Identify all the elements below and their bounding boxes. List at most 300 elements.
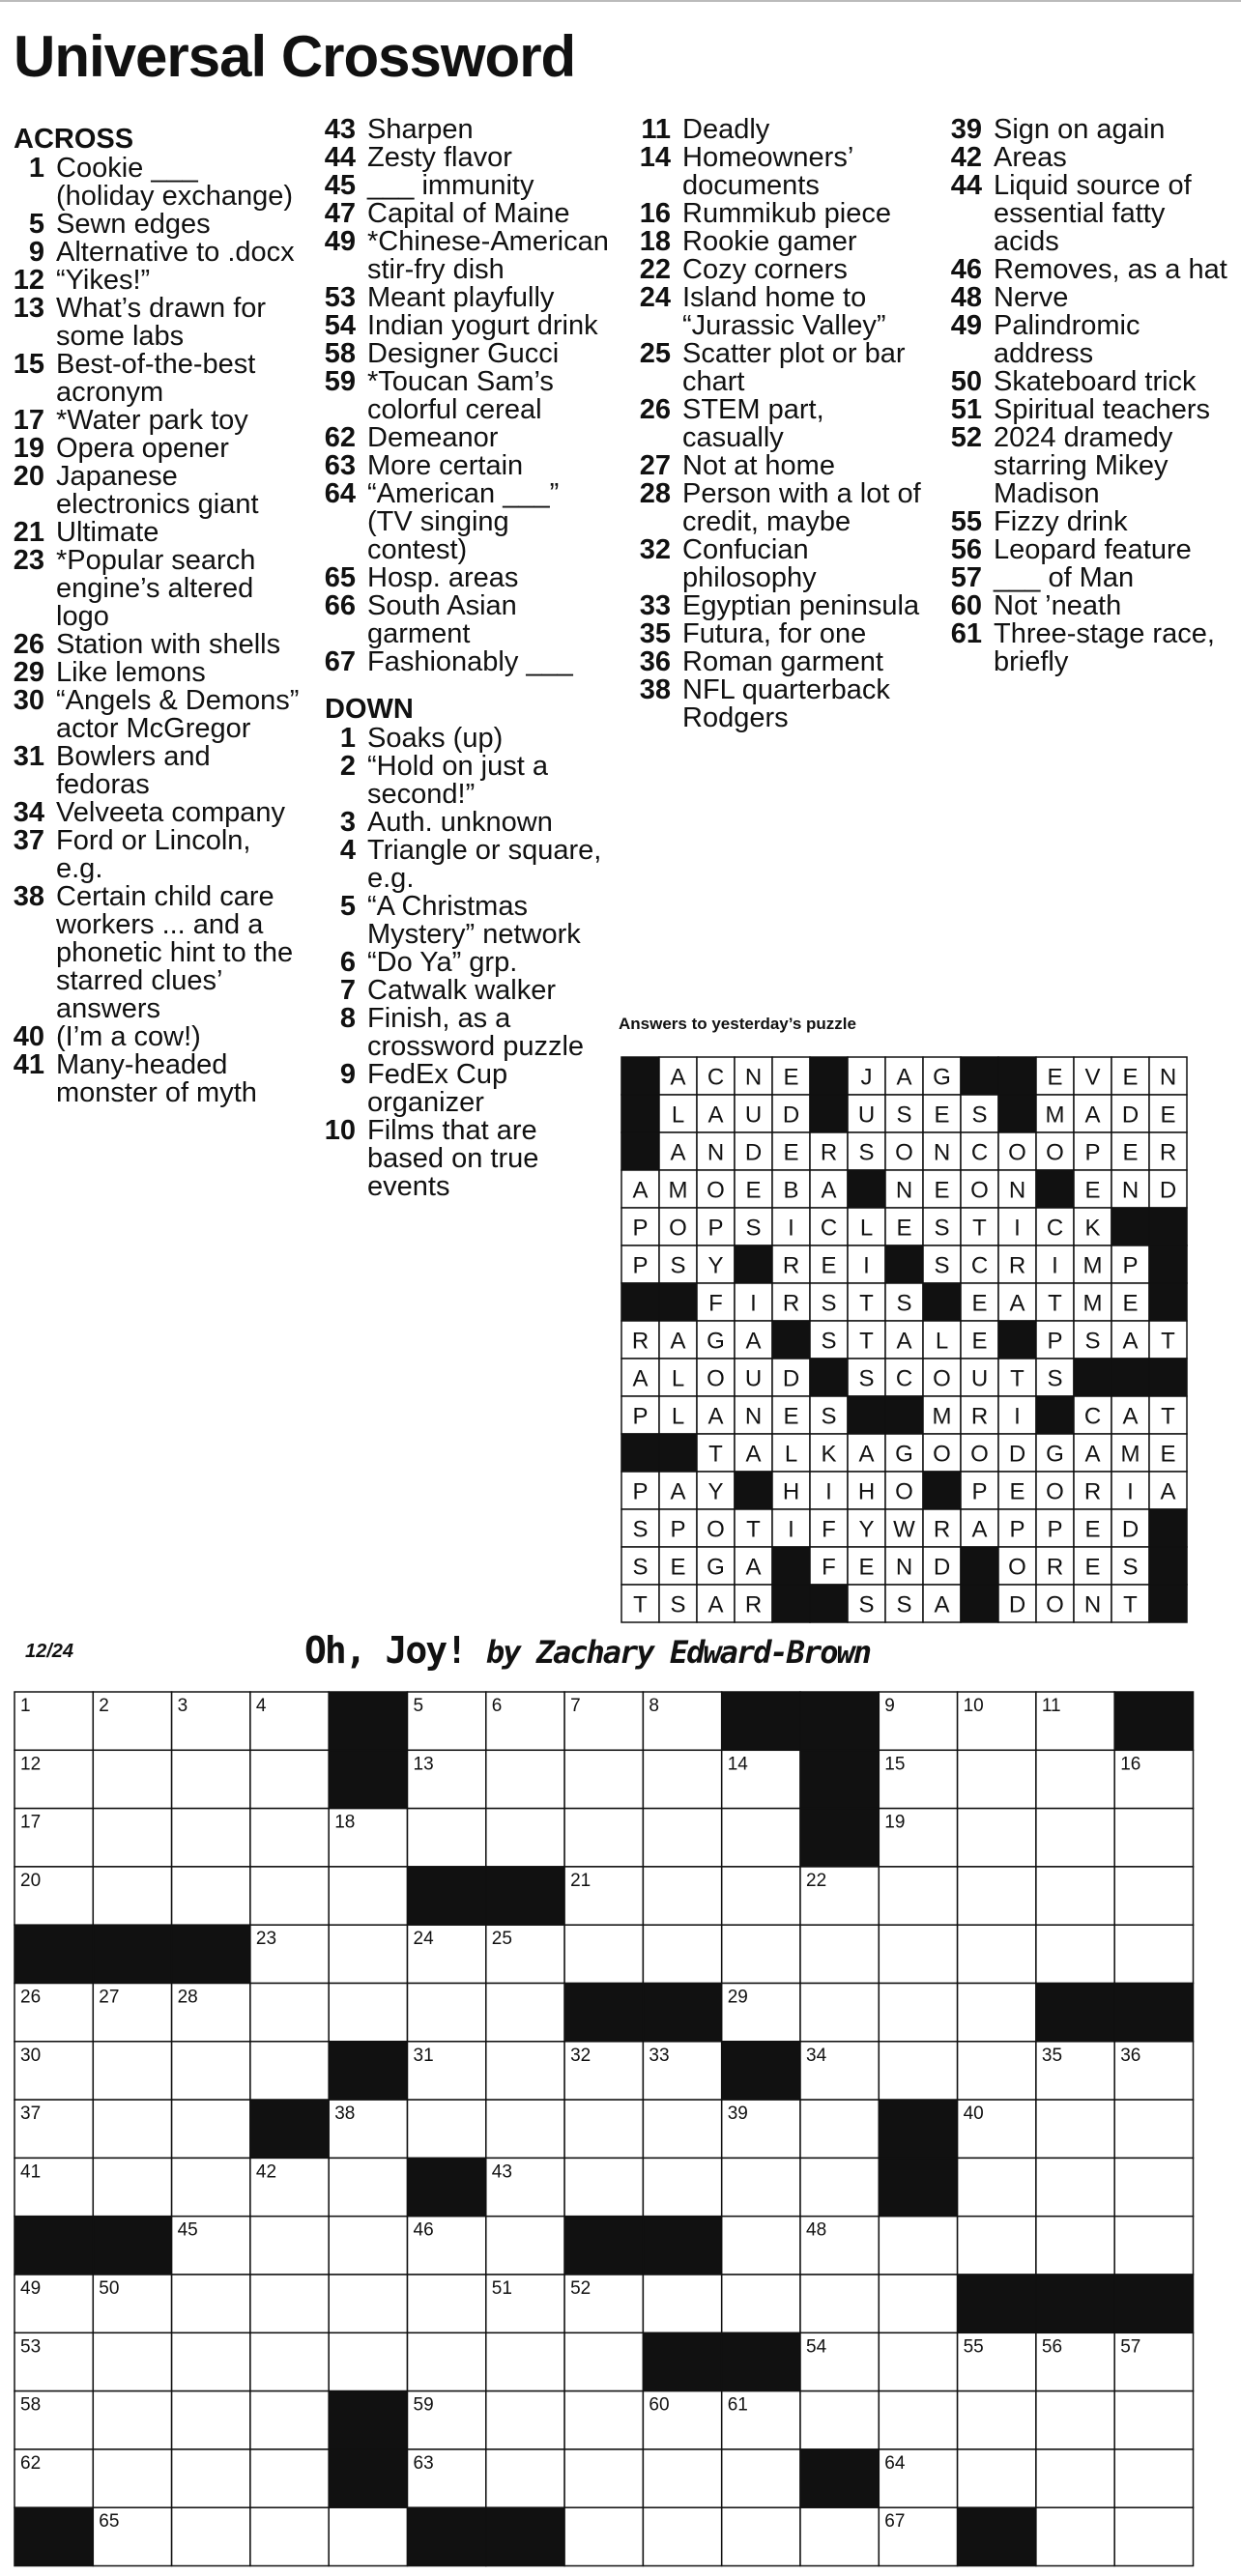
grid-cell[interactable] [958,2391,1036,2449]
grid-cell[interactable] [879,2042,957,2100]
answer-letter: O [895,1139,913,1166]
answer-letter: N [744,1064,763,1091]
grid-cell[interactable] [250,2333,329,2390]
grid-cell[interactable] [722,1809,800,1867]
grid-cell[interactable] [93,2042,171,2100]
grid-number: 43 [491,2161,512,2183]
clue [311,116,611,144]
clue-number: 29 [13,657,44,688]
grid-cell[interactable] [250,1867,329,1925]
grid-block [722,1692,800,1750]
grid-cell[interactable] [250,1984,329,2042]
grid-cell[interactable] [958,1984,1036,2042]
grid-cell[interactable] [643,1809,721,1867]
answer-block [659,1434,697,1472]
grid-number: 23 [255,1929,277,1950]
grid-cell[interactable] [329,2275,407,2333]
grid-cell[interactable] [408,2275,486,2333]
grid-cell[interactable] [643,1925,721,1983]
grid-block [14,2507,93,2565]
grid-cell[interactable] [1036,1809,1114,1867]
grid-cell[interactable] [722,2217,800,2275]
grid-cell[interactable] [93,2333,171,2390]
grid-cell[interactable] [722,2507,800,2565]
grid-cell[interactable] [1036,1750,1114,1808]
answer-block [885,1396,923,1434]
answer-letter: G [1046,1441,1064,1468]
grid-number: 31 [413,2045,434,2066]
answer-letter: I [788,1215,794,1242]
grid-number: 49 [20,2278,42,2299]
answer-letter: N [1008,1177,1026,1204]
clue-column-1 [0,116,300,1107]
answer-letter: P [1084,1139,1101,1166]
grid-cell[interactable] [564,2449,643,2507]
answer-letter: S [896,1290,912,1317]
grid-cell[interactable] [643,1867,721,1925]
clue-text: Hosp. areas [367,562,519,593]
clue [0,547,300,631]
grid-cell[interactable] [408,2100,486,2158]
grid-cell[interactable] [879,1925,957,1983]
answer-letter: E [1084,1516,1101,1543]
grid-cell[interactable] [958,1867,1036,1925]
grid-block [408,2158,486,2216]
clue [0,463,300,519]
grid-block [800,2449,879,2507]
clue-text: Cookie ___ (holiday exchange) [56,153,294,212]
answer-letter: T [633,1591,648,1618]
clue [311,592,611,648]
clue-number: 24 [639,282,671,313]
clue [0,211,300,239]
grid-cell[interactable] [564,1750,643,1808]
answer-letter: N [933,1139,951,1166]
grid-cell[interactable] [1114,2217,1193,2275]
clue [311,725,611,753]
grid-cell[interactable] [172,1809,250,1867]
grid-block [329,1750,407,1808]
answer-letter: H [857,1478,876,1505]
grid-number: 33 [649,2045,670,2066]
answer-letter: S [821,1328,837,1355]
clue-text: Auth. unknown [367,807,553,838]
clue [0,631,300,659]
clue-number: 38 [13,881,44,912]
across-clue-list-continued [311,116,611,676]
grid-cell[interactable] [172,1750,250,1808]
clue [0,1051,300,1107]
grid-cell[interactable] [486,2333,564,2390]
answer-letter: S [745,1215,762,1242]
answer-letter: P [971,1478,988,1505]
grid-cell[interactable] [722,1867,800,1925]
answer-letter: P [632,1403,649,1430]
grid-cell[interactable] [486,1984,564,2042]
answer-letter: H [782,1478,800,1505]
grid-number: 11 [1041,1696,1061,1716]
grid-cell[interactable] [172,2391,250,2449]
clue-text: Fizzy drink [994,506,1128,537]
grid-cell[interactable] [722,1925,800,1983]
answer-block [961,1547,998,1585]
grid-cell[interactable] [879,2333,957,2390]
grid-block [958,2275,1036,2333]
grid-cell[interactable] [172,2100,250,2158]
grid-cell[interactable] [408,1984,486,2042]
grid-cell[interactable] [1036,2217,1114,2275]
grid-cell[interactable] [486,2042,564,2100]
grid-cell[interactable] [93,1750,171,1808]
clue [938,284,1237,312]
grid-cell[interactable] [958,2449,1036,2507]
answer-letter: D [782,1102,800,1129]
grid-cell[interactable] [800,1984,879,2042]
clue-number: 48 [950,282,982,313]
answer-letter: A [1084,1441,1101,1468]
clue [311,424,611,452]
clue-text: Scatter plot or bar chart [682,338,906,397]
clue [626,592,926,620]
grid-cell[interactable] [486,2391,564,2449]
grid-cell[interactable] [722,2158,800,2216]
clue-number: 49 [950,310,982,341]
grid-cell[interactable] [250,2217,329,2275]
grid-block [408,1867,486,1925]
grid-block [643,1984,721,2042]
grid-number: 58 [20,2394,42,2416]
answer-letter: T [1161,1403,1175,1430]
clue [311,452,611,480]
grid-cell[interactable] [486,1750,564,1808]
grid-cell[interactable] [329,1984,407,2042]
grid-cell[interactable] [879,2275,957,2333]
answer-letter: S [670,1591,686,1618]
grid-cell[interactable] [486,2100,564,2158]
grid-cell[interactable] [93,2449,171,2507]
clue-text: Removes, as a hat [994,254,1227,285]
grid-cell[interactable] [250,2042,329,2100]
grid-cell[interactable] [643,2158,721,2216]
grid-cell[interactable] [1114,1809,1193,1867]
clue-text: Station with shells [56,629,281,660]
grid-cell[interactable] [1036,2158,1114,2216]
clue-number: 3 [339,807,356,838]
grid-cell[interactable] [1114,1925,1193,1983]
grid-cell[interactable] [172,1867,250,1925]
clue-text: Person with a lot of credit, maybe [682,478,921,537]
grid-cell[interactable] [329,2217,407,2275]
grid-cell[interactable] [643,2100,721,2158]
grid-cell[interactable] [564,2391,643,2449]
down-clue-list-continued [626,116,926,732]
answer-letter: N [744,1403,763,1430]
answer-letter: L [859,1215,874,1242]
answer-block [621,1057,659,1095]
grid-cell[interactable] [250,2507,329,2565]
grid-number: 30 [20,2045,42,2066]
grid-number: 60 [649,2394,670,2416]
answer-letter: I [1127,1478,1134,1505]
grid-block [879,2158,957,2216]
clue-number: 42 [950,142,982,173]
clue-column-3 [626,116,926,732]
grid-cell[interactable] [800,2158,879,2216]
grid-cell[interactable] [1036,1925,1114,1983]
grid-block [93,2217,171,2275]
clue [938,536,1237,564]
grid-cell[interactable] [800,1925,879,1983]
grid-cell[interactable] [1036,1867,1114,1925]
grid-cell[interactable] [958,2217,1036,2275]
grid-cell[interactable] [879,1867,957,1925]
answer-block [810,1359,848,1396]
clue [311,1061,611,1117]
grid-cell[interactable] [329,1867,407,1925]
answer-letter: C [895,1365,913,1392]
grid-cell[interactable] [250,2449,329,2507]
grid-cell[interactable] [93,2391,171,2449]
answer-letter: E [896,1215,912,1242]
grid-cell[interactable] [564,1809,643,1867]
grid-block [643,2333,721,2390]
clue-text: *Toucan Sam’s colorful cereal [367,366,554,425]
grid-cell[interactable] [643,2275,721,2333]
grid-cell[interactable] [172,2158,250,2216]
grid-cell[interactable] [486,2449,564,2507]
clue-number: 13 [13,293,44,324]
page-title: Universal Crossword [14,24,576,89]
clue [311,753,611,809]
answer-letter: J [860,1064,873,1091]
answer-block [1149,1208,1187,1245]
grid-cell[interactable] [250,1809,329,1867]
grid-cell[interactable] [250,1750,329,1808]
grid-number: 7 [570,1696,581,1716]
answer-block [1149,1359,1187,1396]
clue-number: 61 [950,618,982,649]
answer-letter: U [744,1102,763,1129]
grid-cell[interactable] [1036,2449,1114,2507]
grid-cell[interactable] [564,2333,643,2390]
answer-letter: E [1122,1290,1139,1317]
clue [311,172,611,200]
answer-letter: L [671,1102,685,1129]
clue-text: 2024 dramedy starring Mikey Madison [994,422,1173,509]
clue-number: 32 [639,534,671,565]
grid-cell[interactable] [93,1809,171,1867]
clue-text: “Angels & Demons” actor McGregor [56,685,300,744]
answer-block [961,1057,998,1095]
grid-cell[interactable] [722,2275,800,2333]
grid-cell[interactable] [643,2507,721,2565]
answer-letter: O [669,1215,687,1242]
grid-cell[interactable] [879,2391,957,2449]
answer-letter: I [750,1290,757,1317]
grid-cell[interactable] [250,2275,329,2333]
grid-cell[interactable] [408,1809,486,1867]
grid-cell[interactable] [172,2449,250,2507]
clue-number: 28 [639,478,671,509]
clue-number: 41 [13,1049,44,1080]
grid-number: 1 [20,1696,31,1716]
clue-text: Homeowners’ documents [682,142,853,201]
clue-text: Best-of-the-best acronym [56,349,256,408]
grid-block [486,1867,564,1925]
grid-cell[interactable] [172,2333,250,2390]
grid-cell[interactable] [1114,2100,1193,2158]
answer-letter: R [933,1516,951,1543]
grid-block [1114,2275,1193,2333]
clue-number: 64 [324,478,356,509]
grid-number: 3 [177,1696,188,1716]
grid-number: 46 [413,2219,434,2241]
grid-cell[interactable] [879,2217,957,2275]
grid-cell[interactable] [172,2507,250,2565]
clue-text: Sewn edges [56,209,211,240]
grid-cell[interactable] [329,2333,407,2390]
clue-number: 26 [639,394,671,425]
grid-cell[interactable] [958,1925,1036,1983]
grid-cell[interactable] [722,2449,800,2507]
grid-cell[interactable] [486,1809,564,1867]
grid-cell[interactable] [643,1750,721,1808]
grid-number: 39 [727,2104,748,2125]
clue [626,676,926,732]
answer-letter: O [970,1177,989,1204]
grid-number: 25 [491,1929,512,1950]
grid-cell[interactable] [1036,2507,1114,2565]
grid-number: 19 [884,1812,906,1833]
answer-letter: S [1084,1328,1101,1355]
grid-number: 14 [727,1754,748,1775]
grid-cell[interactable] [1114,2507,1193,2565]
grid-cell[interactable] [800,2391,879,2449]
grid-cell[interactable] [1114,2449,1193,2507]
answer-letter: E [1084,1177,1101,1204]
answer-block [1149,1283,1187,1321]
answer-letter: T [708,1441,723,1468]
grid-cell[interactable] [800,2275,879,2333]
top-rule [0,0,1241,2]
answer-letter: C [970,1252,989,1279]
clue-number: 62 [324,422,356,453]
grid-cell[interactable] [564,2100,643,2158]
grid-cell[interactable] [1036,2100,1114,2158]
answer-letter: D [782,1365,800,1392]
answer-letter: O [933,1441,951,1468]
grid-cell[interactable] [486,2217,564,2275]
grid-block [564,2217,643,2275]
grid-number: 26 [20,1987,42,2008]
grid-cell[interactable] [93,2100,171,2158]
answer-letter: S [670,1252,686,1279]
answer-letter: M [668,1177,688,1204]
answer-letter: U [970,1365,989,1392]
clue-text: Finish, as a crossword puzzle [367,1003,585,1062]
clue-text: Roman garment [682,646,883,677]
grid-number: 27 [99,1987,120,2008]
answer-letter: P [670,1516,686,1543]
grid-cell[interactable] [1114,1867,1193,1925]
grid-block [1036,1984,1114,2042]
grid-number: 55 [963,2336,984,2358]
answer-block [1036,1396,1074,1434]
answer-letter: L [671,1365,685,1392]
grid-block [486,2507,564,2565]
clue [311,1117,611,1201]
grid-cell[interactable] [1114,2391,1193,2449]
answer-letter: E [858,1554,875,1581]
grid-cell[interactable] [172,2042,250,2100]
answer-letter: G [933,1064,951,1091]
grid-cell[interactable] [958,2158,1036,2216]
answer-block [1149,1509,1187,1547]
clue [938,144,1237,172]
grid-cell[interactable] [1036,2391,1114,2449]
answer-block [1149,1245,1187,1283]
grid-cell[interactable] [564,2158,643,2216]
answer-letter: Y [707,1478,724,1505]
grid-cell[interactable] [958,1750,1036,1808]
clue-number: 5 [28,209,44,240]
grid-number: 42 [255,2161,277,2183]
answer-letter: C [707,1064,725,1091]
grid-cell[interactable] [564,1925,643,1983]
answer-letter: K [821,1441,837,1468]
grid-cell[interactable] [879,1984,957,2042]
grid-number: 17 [20,1812,42,1833]
answer-block [1111,1359,1149,1396]
clue-text: ___ immunity [367,170,534,201]
grid-cell[interactable] [408,2333,486,2390]
grid-cell[interactable] [172,2275,250,2333]
answer-block [1036,1170,1074,1208]
clue [311,564,611,592]
grid-block [800,1692,879,1750]
answer-letter: A [632,1365,649,1392]
grid-number: 9 [884,1696,895,1716]
answer-block [735,1472,772,1509]
grid-number: 57 [1120,2336,1141,2358]
clue-number: 25 [639,338,671,369]
grid-cell[interactable] [93,1867,171,1925]
clue-text: NFL quarterback Rodgers [682,674,890,733]
grid-cell[interactable] [329,1925,407,1983]
clue [0,295,300,351]
grid-cell[interactable] [800,2507,879,2565]
answer-letter: G [895,1441,913,1468]
grid-cell[interactable] [800,2100,879,2158]
grid-cell[interactable] [643,2449,721,2507]
grid-cell[interactable] [329,2158,407,2216]
crossword-grid [14,1691,1198,2570]
grid-number: 61 [727,2394,748,2416]
answer-letter: A [707,1591,724,1618]
grid-cell[interactable] [1114,2158,1193,2216]
grid-cell[interactable] [250,2391,329,2449]
grid-cell[interactable] [329,2507,407,2565]
grid-cell[interactable] [93,2158,171,2216]
clue-text: Rookie gamer [682,226,857,257]
grid-cell[interactable] [958,1809,1036,1867]
clue-number: 11 [641,114,671,145]
answer-letter: A [670,1139,686,1166]
grid-cell[interactable] [958,2042,1036,2100]
grid-cell[interactable] [564,2507,643,2565]
answer-letter: A [1084,1102,1101,1129]
clue-text: Futura, for one [682,618,867,649]
